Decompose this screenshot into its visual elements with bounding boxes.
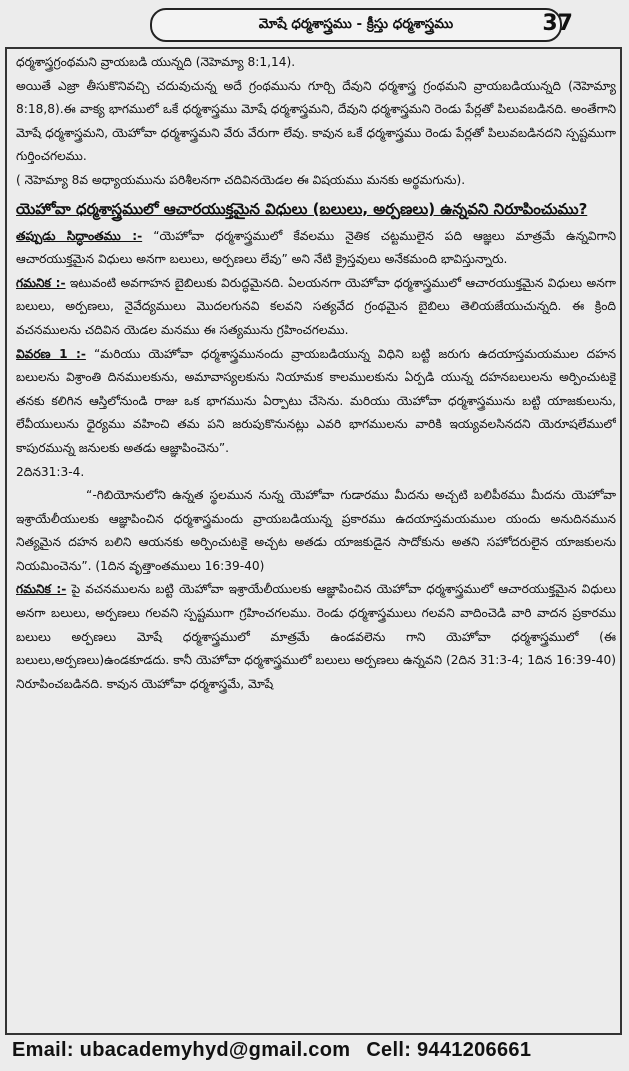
explanation-1-paragraph	[16, 343, 616, 485]
footer-cell: Cell: 9441206661	[366, 1038, 532, 1061]
quote-2-paragraph: “-గిబియోనులోని ఉన్నత స్థలమున నున్న యెహోవా గుడారము మీదను అచ్చటి బలిపీఠము మీదను యెహోవా ఇశ్రాయేలీయులకు ఆజ్ఞాపించిన ధర్మశాస్త్రమందు వ్రాయబడియున్న ప్రకారము ఉదయాస్తమయముల యందు అనుదినమున నిత్యమైన దహన బలిని ఆయనకు అర్పించుటకై అచ్చట అతడు యాజకుడైన సాదోకును అతని సహోదరులైన యాజకులను నియమించెను”. (1దిన వృత్తాంతములు 16:39-40)	[16, 488, 616, 573]
explanation-1-text: “మరియు యెహోవా ధర్మశాస్త్రమునందు వ్రాయబడియున్న విధిని బట్టి జరుగు ఉదయాస్తమయముల దహన బలులను విశ్రాంతి దినములకును, అమావాస్యలకును నియామక కాలములకును ఏర్పడి యున్న దహనబలులను అర్పించుటకై తనకు కలిగిన ఆస్తిలోనుండి రాజు ఒక భాగమును ఏర్పాటు చేసెను. మరియు యెహోవా ధర్మశాస్త్రమును బట్టి యాజకులును, లేవీయులును ధైర్యము వహించి తమ పని జరుపుకొనునట్లు ఎవరి భాగములను వారికి ఇయ్యవలసినదని యెరూషలేములో కాపురమున్న జనులకు అతడు ఆజ్ఞాపించెను”.	[16, 346, 616, 455]
footer-email: Email: ubacademyhyd@gmail.com	[12, 1038, 351, 1061]
footer-contact	[12, 1037, 622, 1063]
note-1-text: ఇటువంటి అవగాహన బైబిలుకు విరుద్ధమైనది. ఏలయనగా యెహోవా ధర్మశాస్త్రములో ఆచారయుక్తమైన విధులు అనగా బలులు, అర్పణలు, నైవేద్యములు మొదలగునవి కలవని సత్యవేద గ్రంథమైన బైబిలు తెలియజేయుచున్నది. ఈ క్రింది వచనములను చదివిన యెడల మనము ఈ సత్యమును గ్రహించగలము.	[16, 275, 616, 337]
question-heading: యెహోవా ధర్మశాస్త్రములో ఆచారయుక్తమైన విధులు (బలులు, అర్పణలు) ఉన్నవని నిరూపించుము?	[16, 199, 588, 218]
running-header	[150, 8, 562, 42]
paragraph-3: ( నెహెమ్యా 8వ అధ్యాయమును పరిశీలనగా చదివినయెడల ఈ విషయము మనకు అర్థమగును).	[16, 172, 466, 187]
wrong-doctrine-label: తప్పుడు సిద్ధాంతము :-	[16, 228, 143, 243]
paragraph-2: అయితే ఎజ్రా తీసుకొనివచ్చి చదువుచున్న అదే గ్రంథమును గూర్చి దేవుని ధర్మశాస్త్ర గ్రంథమని వ్రాయబడియున్నది (నెహెమ్యా 8:18,8).ఈ వాక్య భాగములో ఒకే ధర్మశాస్త్రము మోషే ధర్మశాస్త్రమని, దేవుని ధర్మశాస్త్రమని రెండు పేర్లతో పిలువబడినది. అంతేగాని మోషే ధర్మశాస్త్రమని, యెహోవా ధర్మశాస్త్రమని వేరు వేరుగా లేవు. కావున ఒకే ధర్మశాస్త్రము రెండు పేర్లతో పిలువబడినదని స్పష్టముగా గుర్తించగలము.	[16, 78, 616, 164]
note-1-paragraph	[16, 272, 616, 343]
header-title: మోషే ధర్మశాస్త్రము - క్రీస్తు ధర్మశాస్త్రము	[258, 15, 454, 32]
wrong-doctrine-paragraph	[16, 225, 616, 272]
note-1-label: గమనిక :-	[16, 275, 66, 290]
note-2-text: పై వచనములను బట్టి యెహోవా ఇశ్రాయేలీయులకు ఆజ్ఞాపించిన యెహోవా ధర్మశాస్త్రములో ఆచారయుక్తమైన విధులు అనగా బలులు, అర్పణలు గలవని స్పష్టముగా గ్రహించగలము. రెండు ధర్మశాస్త్రములు గలవని వాదించెడి వారి వాదన ప్రకారము బలులు అర్పణలు మోషే ధర్మశాస్త్రములో మాత్రమే ఉండవలెను గాని యెహోవా ధర్మశాస్త్రములో (ఈ బలులు,అర్పణలు)ఉండకూడదు. కానీ యెహోవా ధర్మశాస్త్రములో బలులు అర్పణలు ఉన్నవని (2దిన 31:3-4; 1దిన 16:39-40) నిరూపించబడినది. కావున యెహోవా ధర్మశాస్త్రమే, మోషే	[16, 582, 616, 691]
note-2-label: గమనిక :-	[16, 582, 67, 597]
page-number: 37	[542, 11, 573, 36]
note-2-paragraph	[16, 578, 616, 696]
explanation-1-reference: 2దిన31:3-4.	[16, 464, 85, 479]
wrong-doctrine-text: “యెహోవా ధర్మశాస్త్రములో కేవలము నైతిక చట్టములైన పది ఆజ్ఞలు మాత్రమే ఉన్నవిగాని ఆచారయుక్తమైన విధులు అనగా బలులు, అర్పణలు లేవు” అని నేటి క్రైస్తవులు అనేకమంది భావిస్తున్నారు.	[16, 228, 616, 267]
explanation-1-label: వివరణ 1 :-	[16, 346, 86, 361]
paragraph-1: ధర్మశాస్త్రగ్రంథమని వ్రాయబడి యున్నది (నెహెమ్యా 8:1,14).	[16, 55, 296, 69]
main-text	[16, 51, 616, 1036]
